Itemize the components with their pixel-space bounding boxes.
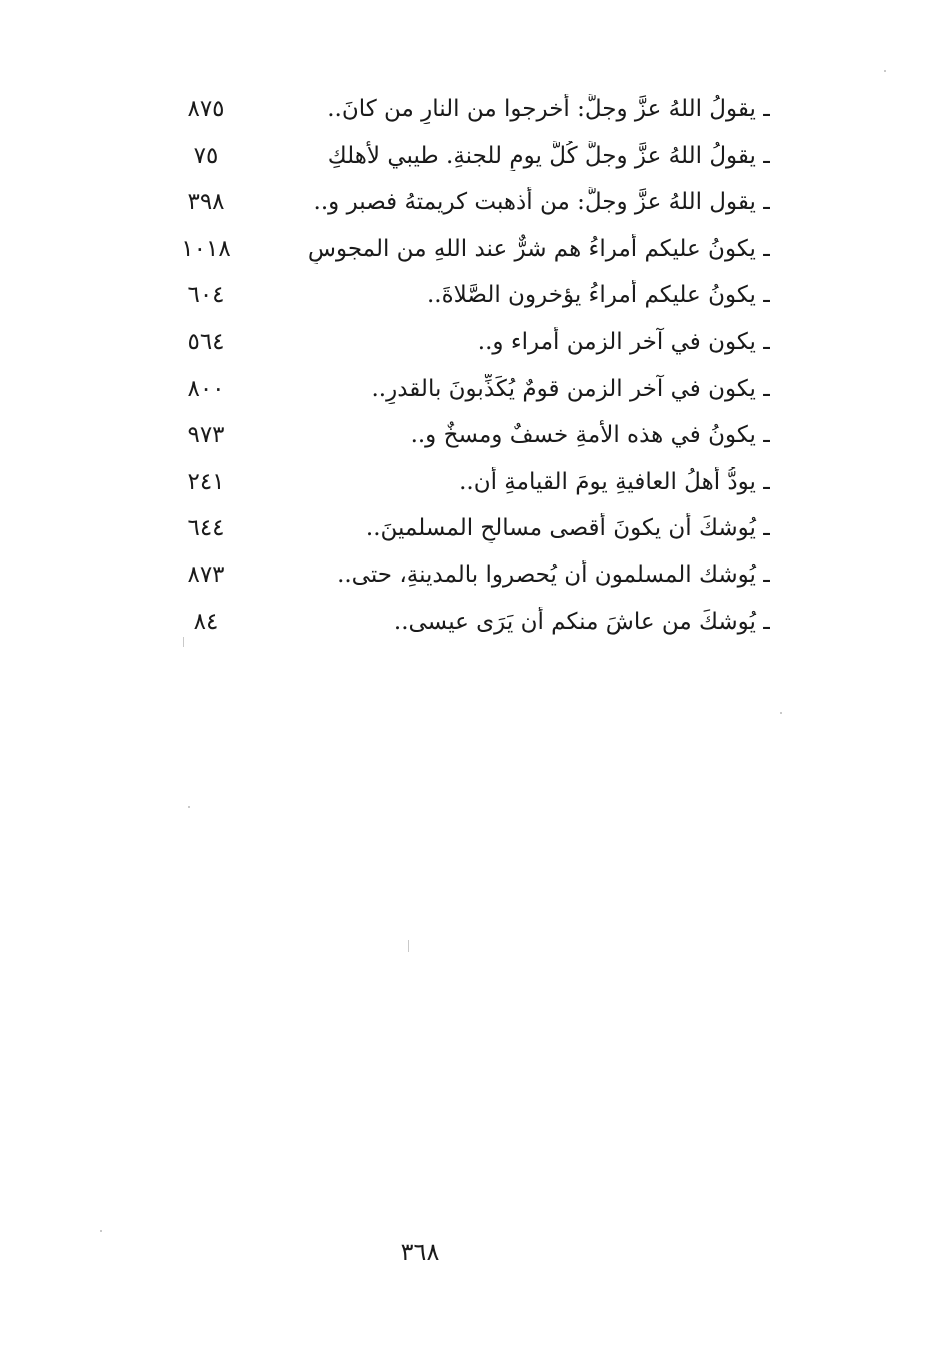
- hadith-index-list: [170, 88, 770, 647]
- entry-page-ref: ٣٩٨: [187, 189, 225, 216]
- entry-text: ـ يكون في آخر الزمن أُمراء و..: [477, 328, 770, 355]
- entry-page-ref: ١٠١٨: [181, 235, 231, 262]
- scan-speck: [884, 70, 886, 72]
- index-entry: [170, 554, 770, 601]
- scan-speck: [188, 806, 190, 808]
- entry-text: ـ يودُّ أهلُ العافيةِ يومَ القيامةِ أن..: [459, 468, 770, 495]
- index-entry: [170, 88, 770, 135]
- index-entry: [170, 274, 770, 321]
- index-entry: [170, 181, 770, 228]
- entry-text: ـ يكون في آخر الزمن قومٌ يُكَذِّبونَ بالقدرِ..: [371, 375, 770, 402]
- page-number: ٣٦٨: [400, 1238, 440, 1266]
- index-entry: [170, 368, 770, 415]
- entry-page-ref: ٥٦٤: [187, 328, 225, 355]
- index-entry: [170, 601, 770, 648]
- index-entry: [170, 414, 770, 461]
- entry-page-ref: ٨٤: [193, 608, 219, 635]
- entry-page-ref: ٨٧٣: [187, 561, 225, 588]
- entry-text: ـ يُوشك المسلمون أن يُحصروا بالمدينةِ، حتى..: [337, 561, 770, 588]
- entry-text: ـ يقولُ اللهُ عزَّ وجلَّ كُلَّ يومٍ للجنةِ. طيبي لأهلكِ: [327, 142, 770, 169]
- scan-speck: [183, 637, 184, 647]
- scan-speck: [100, 1230, 102, 1232]
- entry-page-ref: ٩٧٣: [187, 422, 225, 449]
- index-entry: [170, 507, 770, 554]
- entry-text: ـ يُوشكَ أن يكونَ أقصى مسالحِ المسلمينَ..: [365, 515, 770, 542]
- entry-page-ref: ٨٠٠: [187, 375, 225, 402]
- entry-text: ـ يقولُ اللهُ عزَّ وجلَّ: أخرجوا من النارِ من كانَ..: [327, 96, 770, 122]
- entry-page-ref: ٨٧٥: [187, 96, 225, 122]
- entry-text: ـ يكونُ عليكم أمراءُ هم شرٌّ عند اللهِ من المجوسِ: [307, 235, 770, 262]
- scan-speck: [780, 712, 782, 714]
- entry-page-ref: ٧٥: [193, 142, 219, 169]
- entry-text: ـ يقول اللهُ عزَّ وجلَّ: من أذهبت كريمتهُ فصبر و..: [313, 189, 770, 216]
- index-entry: [170, 321, 770, 368]
- index-entry: [170, 461, 770, 508]
- index-entry: [170, 135, 770, 182]
- entry-text: ـ يكونُ في هذه الأُمةِ خسفٌ ومسخٌ و..: [410, 422, 770, 449]
- scan-speck: [408, 940, 409, 952]
- entry-page-ref: ٦٤٤: [187, 515, 225, 542]
- entry-text: ـ يكونُ عليكم أمراءُ يؤخرون الصَّلاةَ..: [427, 282, 770, 309]
- entry-text: ـ يُوشكَ من عاشَ منكم أن يَرَى عيسى..: [393, 608, 770, 635]
- entry-page-ref: ٦٠٤: [187, 282, 225, 309]
- index-entry: [170, 228, 770, 275]
- entry-page-ref: ٢٤١: [187, 468, 225, 495]
